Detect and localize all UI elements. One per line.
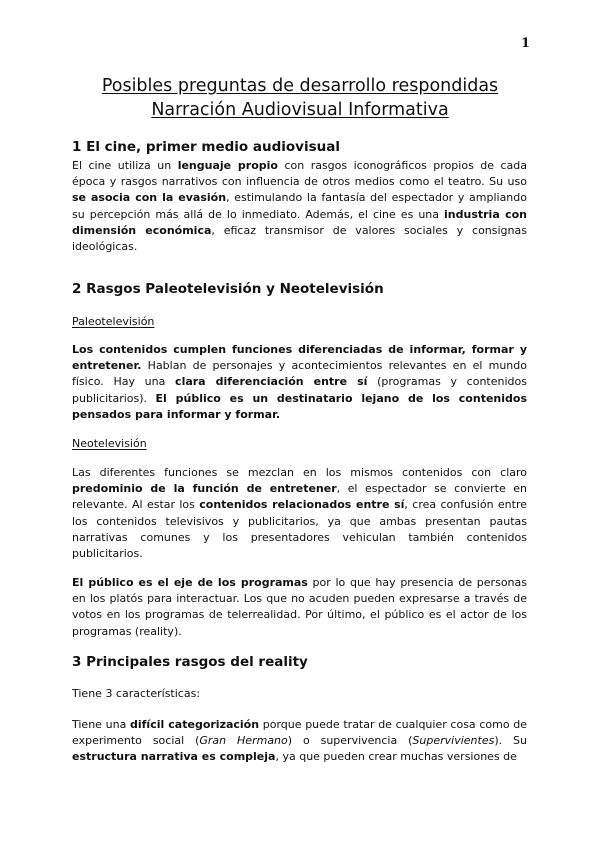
document-title-line-1: Posibles preguntas de desarrollo respondidas — [101, 76, 499, 96]
section-1-heading: 1 El cine, primer medio audiovisual — [72, 139, 340, 155]
document-title-line-2: Narración Audiovisual Informativa — [151, 100, 449, 120]
section-3-heading: 3 Principales rasgos del reality — [72, 654, 308, 670]
neotelevision-paragraph-1: Las diferentes funciones se mezclan en los mismos contenidos con claro predominio de la función de entretener, el espectador se convierte en relevante. Al estar los contenidos relacionados entre sí, crea confusión entre los contenidos televisivos y publicitarios, ya que ambas presentan pautas narrativas comunes y los presentadores vehiculan también contenidos publicitarios. — [72, 466, 527, 561]
neotelevision-label: Neotelevisión — [72, 437, 147, 450]
section-1-paragraph: El cine utiliza un lenguaje propio con rasgos iconográficos propios de cada época y rasgos narrativos con influencia de otros medios como el teatro. Su uso se asocia con la evasión, estimulando la fantasía del espectador y ampliando su percepción más allá de lo inmediato. Además, el cine es una industria con dimensión económica, eficaz transmisor de valores sociales y consignas ideológicas. — [72, 159, 528, 254]
paleotelevision-paragraph: Los contenidos cumplen funciones diferenciadas de informar, formar y entretener. Hablan de personajes y acontecimientos relevantes en el mundo físico. Hay una clara diferenciación entre sí (programas y contenidos publicitarios). El público es un destinatario lejano de los contenidos pensados para informar y formar. — [72, 343, 527, 421]
paleotelevision-label: Paleotelevisión — [72, 315, 155, 328]
section-3-intro: Tiene 3 características: — [72, 687, 201, 700]
page-number: 1 — [520, 36, 530, 51]
section-3-paragraph: Tiene una difícil categorización porque puede tratar de cualquier cosa como de experimento social (Gran Hermano) o supervivencia (Supervivientes). Su estructura narrativa es compleja, ya que pueden crear muchas versiones de — [72, 718, 528, 764]
section-2-heading: 2 Rasgos Paleotelevisión y Neotelevisión — [72, 281, 384, 297]
neotelevision-paragraph-2: El público es el eje de los programas por lo que hay presencia de personas en los platós para interactuar. Los que no acuden pueden expresarse a través de votos en los programas de telerrealidad. Por último, el público es el actor de los programas (reality). — [72, 576, 527, 638]
